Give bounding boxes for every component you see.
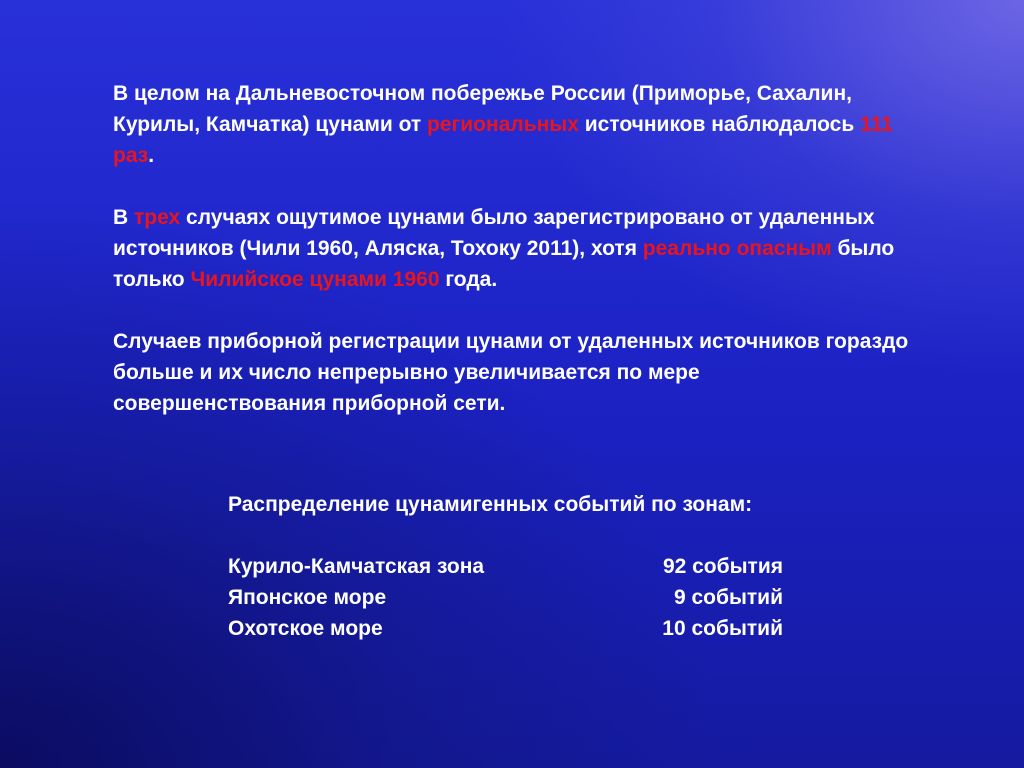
statistics-row xyxy=(228,613,828,644)
paragraph-1-text-2: источников наблюдалось xyxy=(578,113,861,136)
paragraph-1-text-1: В целом на Дальневосточном побережье России (Приморье, Сахалин, Курилы, Камчатка) цунами от xyxy=(113,82,852,136)
zone-statistics xyxy=(228,489,828,644)
event-count: 92 события xyxy=(662,555,783,578)
highlight-three: трех xyxy=(134,206,181,229)
statistics-row xyxy=(228,582,828,613)
highlight-111-times: 111 раз xyxy=(113,113,893,167)
zone-name: Курило-Камчатская зона xyxy=(228,555,485,578)
statistics-row xyxy=(228,551,828,582)
paragraph-2-text-1: В xyxy=(113,206,134,229)
statistics-heading: Распределение цунамигенных событий по зонам: xyxy=(228,493,753,516)
paragraph-2-text-3: было только xyxy=(113,237,895,291)
paragraph-instrumental-registration: Случаев приборной регистрации цунами от удаленных источников гораздо больше и их число непрерывно увеличивается по мере совершенствования приборной сети. xyxy=(113,330,909,415)
zone-name: Охотское море xyxy=(228,617,383,640)
paragraph-2-text-4: года. xyxy=(439,268,498,291)
paragraph-remote-sources xyxy=(113,202,913,295)
paragraph-1-text-3: . xyxy=(148,144,155,167)
statistics-spacer xyxy=(228,520,828,551)
paragraph-gap xyxy=(113,295,913,326)
highlight-chilean-tsunami: Чилийское цунами 1960 xyxy=(190,268,440,291)
event-count: 10 событий xyxy=(662,617,783,640)
highlight-really-dangerous: реально опасным xyxy=(642,237,832,260)
event-count: 9 событий xyxy=(673,586,783,609)
paragraph-2-text-2: случаях ощутимое цунами было зарегистрировано от удаленных источников (Чили 1960, Аляска, Тохоку 2011), хотя xyxy=(113,206,875,260)
zone-name: Японское море xyxy=(228,586,387,609)
paragraph-gap xyxy=(113,171,913,202)
main-text-block xyxy=(113,78,913,419)
highlight-regional: региональных xyxy=(427,113,579,136)
paragraph-regional-sources xyxy=(113,78,913,171)
